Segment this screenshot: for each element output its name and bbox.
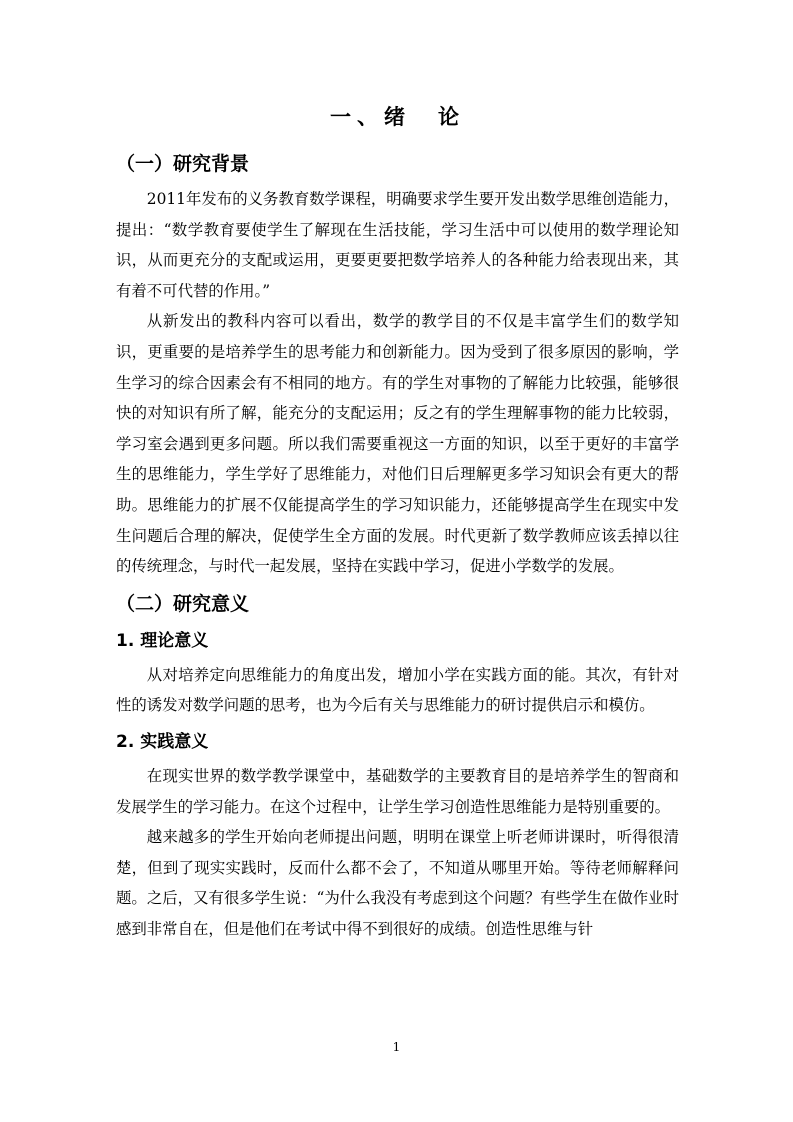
paragraph: 从对培养定向思维能力的角度出发，增加小学在实践方面的能。其次，有针对性的诱发对数学问题的思考，也为今后有关与思维能力的研讨提供启示和模仿。 <box>116 665 679 715</box>
paragraph: 在现实世界的数学教学课堂中，基础数学的主要教育目的是培养学生的智商和发展学生的学习能力。在这个过程中，让学生学习创造性思维能力是特别重要的。 <box>116 766 679 816</box>
section-heading-background: （一）研究背景 <box>116 153 250 175</box>
sub-heading-practice: 2. 实践意义 <box>116 731 209 752</box>
paragraph: 从新发出的教科内容可以看出，数学的教学目的不仅是丰富学生们的数学知识，更重要的是培养学生的思考能力和创新能力。因为受到了很多原因的影响，学生学习的综合因素会有不相同的地方。有的学生对事物的了解能力比较强，能够很快的对知识有所了解，能充分的支配运用；反之有的学生理解事物的能力比较弱，学习室会遇到更多问题。所以我们需要重视这一方面的知识，以至于更好的丰富学生的思维能力，学生学好了思维能力，对他们日后理解更多学习知识会有更大的帮助。思维能力的扩展不仅能提高学生的学习知识能力，还能够提高学生在现实中发生问题后合理的解决，促使学生全方面的发展。时代更新了数学教师应该丢掉以往的传统理念，与时代一起发展，坚持在实践中学习，促进小学数学的发展。 <box>116 312 679 576</box>
section-heading-significance: （二）研究意义 <box>116 592 250 615</box>
chapter-title: 一、绪 论 <box>330 105 465 129</box>
sub-heading-theory: 1. 理论意义 <box>116 630 209 651</box>
paragraph: 越来越多的学生开始向老师提出问题，明明在课堂上听老师讲课时，听得很清楚，但到了现实实践时，反而什么都不会了，不知道从哪里开始。等待老师解释问题。之后，又有很多学生说：“为什么我没有考虑到这个问题？有些学生在做作业时感到非常自在，但是他们在考试中得不到很好的成绩。创造性思维与针 <box>116 828 679 938</box>
page-number: 1 <box>392 1040 401 1054</box>
paragraph: 2011年发布的义务教育数学课程，明确要求学生要开发出数学思维创造能力，提出：“数学教育要使学生了解现在生活技能，学习生活中可以使用的数学理论知识，从而更充分的支配或运用，更要更要把数学培养人的各种能力给表现出来，其有着不可代替的作用。” <box>116 190 679 300</box>
